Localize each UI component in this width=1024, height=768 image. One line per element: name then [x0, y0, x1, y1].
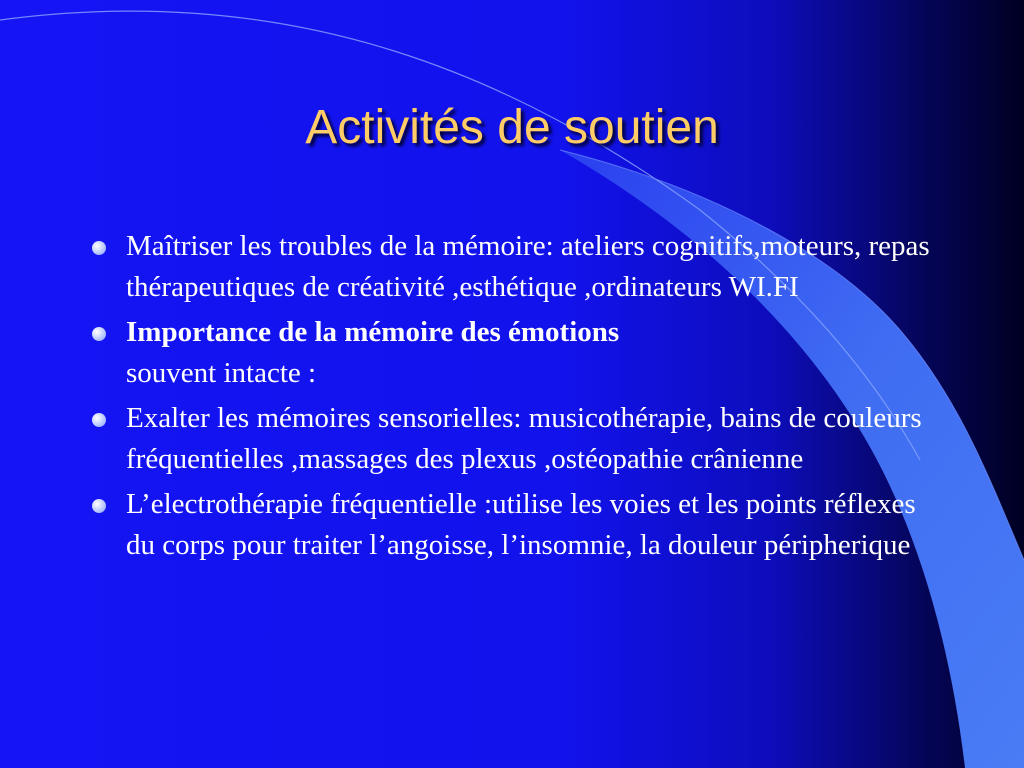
slide-title: Activités de soutien: [305, 101, 719, 154]
bullet-text: Maîtriser les troubles de la mémoire: ateliers cognitifs,moteurs, repas thérapeutiques de créativité ,esthétique ,ordinateurs WI.FI: [126, 230, 930, 303]
bullet-dot-icon: [92, 413, 106, 427]
bullet-dot-icon: [92, 499, 106, 513]
bullet-list: [88, 226, 948, 570]
bullet-text: souvent intacte :: [126, 357, 317, 389]
bullet-dot-icon: [92, 327, 106, 341]
bullet-item: [88, 312, 948, 394]
bullet-item: [88, 226, 948, 308]
bullet-text: L’electrothérapie fréquentielle :utilise les voies et les points réflexes du corps pour traiter l’angoisse, l’insomnie, la douleur péripherique: [126, 488, 916, 561]
bullet-dot-icon: [92, 241, 106, 255]
bullet-text: Exalter les mémoires sensorielles: musicothérapie, bains de couleurs fréquentielles ,massages des plexus ,ostéopathie crânienne: [126, 402, 922, 475]
bullet-bold-text: Importance de la mémoire des émotions: [126, 316, 620, 348]
bullet-item: [88, 484, 948, 566]
bullet-item: [88, 398, 948, 480]
